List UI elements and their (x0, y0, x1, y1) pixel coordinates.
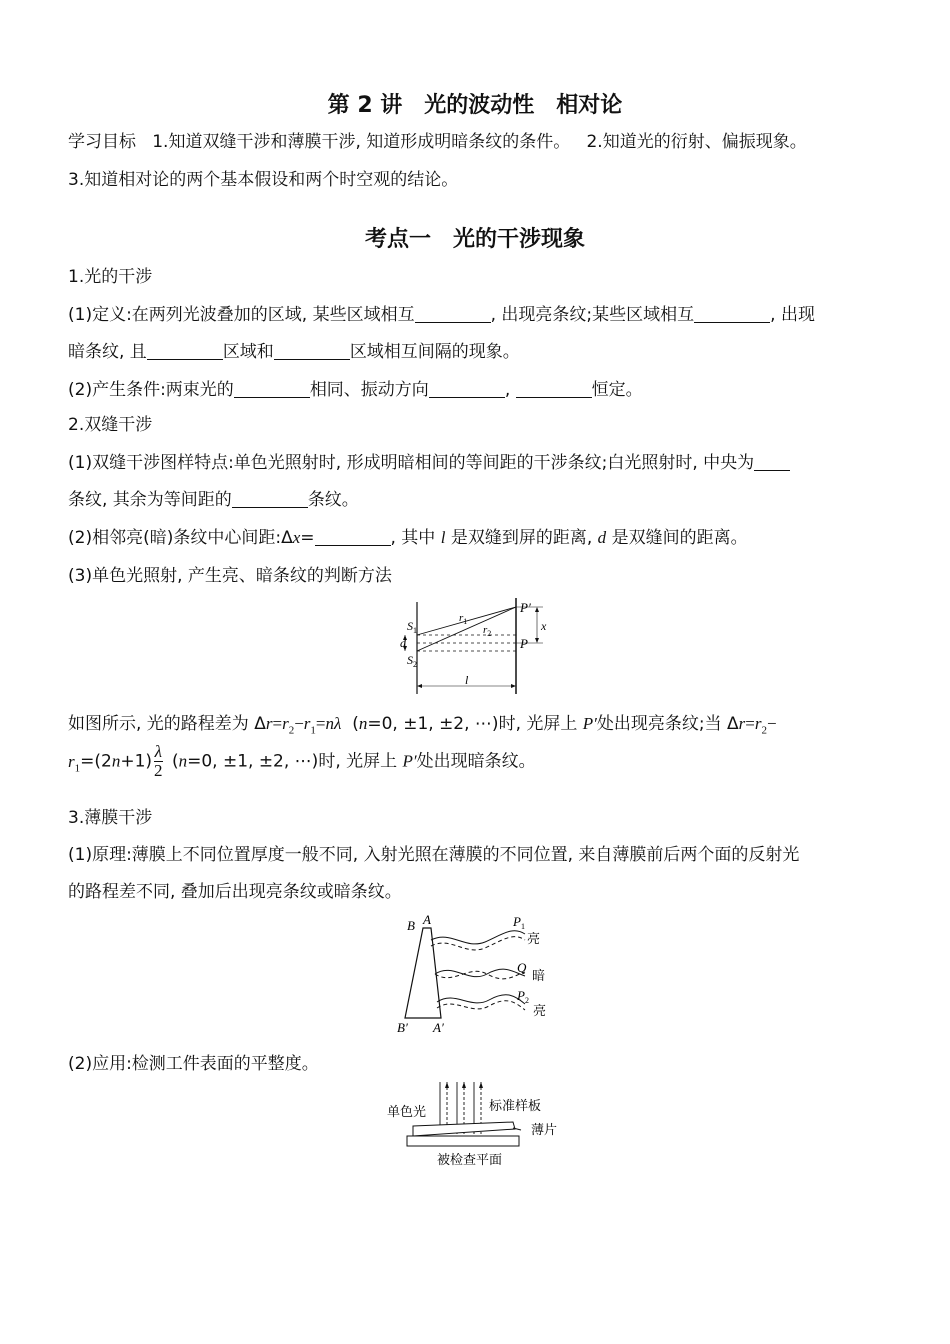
wave (431, 931, 525, 944)
objectives-line-1 (68, 127, 807, 152)
text: 恒定。 (591, 380, 643, 400)
heading-thin-film: 3.薄膜干涉 (68, 808, 153, 828)
text: 区域相互间隔的现象。 (349, 342, 520, 362)
application-line: (2)应用:检测工件表面的平整度。 (68, 1054, 319, 1074)
text: 条纹。 (307, 490, 359, 510)
text: = (300, 528, 315, 548)
section-title: 考点一 光的干涉现象 (364, 227, 585, 252)
label-monochromatic: 单色光 (387, 1104, 427, 1119)
text: 暗条纹, 且 (68, 342, 147, 362)
wave (437, 995, 525, 1004)
blank (147, 342, 223, 360)
label-b-prime: B′ (397, 1020, 408, 1035)
blank (429, 380, 505, 398)
label-p: P (520, 636, 528, 651)
spacing-line (68, 523, 748, 548)
definition-line-1 (68, 300, 815, 325)
wave (435, 969, 525, 977)
wave-dashed (437, 1001, 525, 1010)
blank (754, 453, 790, 471)
text: 条纹, 其余为等间距的 (68, 490, 232, 510)
text: , (504, 380, 511, 400)
text: ( (352, 714, 359, 734)
blank (232, 490, 308, 508)
thin-film-line-1: (1)原理:薄膜上不同位置厚度一般不同, 入射光照在薄膜的不同位置, 来自薄膜前后两个面的反射光 (68, 845, 800, 865)
label-b: B (407, 918, 415, 933)
text: (1)定义:在两列光波叠加的区域, 某些区域相互 (68, 305, 415, 325)
text: , 出现 (770, 305, 815, 325)
objective-1: 1.知道双缝干涉和薄膜干涉, 知道形成明暗条纹的条件。 (152, 132, 571, 152)
lambda-over-2: $\frac{\lambda}{2}$ (154, 742, 163, 780)
thin-film-diagram (395, 912, 555, 1037)
condition-line (68, 375, 643, 400)
label-s2: $S_2$ (407, 653, 417, 669)
text: 是双缝到屏的距离, (450, 528, 593, 548)
blank (415, 305, 491, 323)
arrowhead (535, 607, 539, 612)
double-slit-line-2 (68, 485, 359, 510)
text: =(2 (80, 751, 112, 772)
label-l: l (465, 673, 469, 687)
label-q: Q (517, 960, 527, 975)
label-dark: 暗 (532, 968, 546, 983)
text: , 出现亮条纹;某些区域相互 (490, 305, 695, 325)
wedge-film (405, 928, 441, 1018)
text: 区域和 (222, 342, 274, 362)
label-p2: $P_2$ (517, 988, 529, 1005)
label-thin-film: 薄片 (531, 1122, 558, 1137)
text: 处出现亮条纹;当 Δ (596, 714, 739, 734)
label-bright-1: 亮 (527, 931, 541, 946)
ray-r2 (417, 607, 516, 651)
heading-double-slit: 2.双缝干涉 (68, 415, 153, 435)
thin-film-line-2: 的路程差不同, 叠加后出现亮条纹或暗条纹。 (68, 882, 402, 902)
label-s1: $S_1$ (407, 619, 417, 635)
double-slit-diagram (395, 594, 555, 694)
text: 如图所示, 光的路程差为 Δ (68, 714, 266, 734)
label-r1: $r_1$ (459, 612, 468, 626)
label-p1: $P_1$ (513, 914, 525, 931)
text: 处出现暗条纹。 (416, 751, 536, 772)
arrowhead (462, 1082, 466, 1088)
text: (2)产生条件:两束光的 (68, 380, 234, 400)
arrowhead (535, 638, 539, 643)
text: (1)双缝干涉图样特点:单色光照射时, 形成明暗相间的等间距的干涉条纹;白光照射时, 中央为 (68, 453, 755, 473)
judge-heading: (3)单色光照射, 产生亮、暗条纹的判断方法 (68, 566, 392, 586)
formula: $r=r_2-r_1=n\lambda$ (265, 714, 342, 737)
flatness-test-diagram (385, 1078, 570, 1173)
label-a-prime: A′ (433, 1020, 444, 1035)
double-slit-line-1 (68, 448, 790, 473)
blank (315, 528, 391, 546)
label-a: A (423, 912, 431, 927)
var-l: l (440, 528, 446, 547)
text: (2)相邻亮(暗)条纹中心间距:Δ (68, 528, 293, 548)
blank (274, 342, 350, 360)
objectives-label: 学习目标 (68, 132, 136, 152)
label-r2: $r_2$ (483, 624, 492, 638)
label-test-plane: 被检查平面 (437, 1152, 503, 1167)
text: ( (171, 751, 179, 772)
text: 是双缝间的距离。 (611, 528, 748, 548)
lesson-title: 第 2 讲 光的波动性 相对论 (327, 93, 623, 118)
objective-3: 3.知道相对论的两个基本假设和两个时空观的结论。 (68, 170, 459, 190)
label-standard-plate: 标准样板 (489, 1098, 542, 1113)
text: +1) (120, 751, 153, 772)
text: =0, ±1, ±2, ⋯)时, 光屏上 (367, 714, 578, 734)
path-difference-line-2: $r_1=(2n+1)$ $\frac{\lambda}{2}$ (n=0, ±1, ±2, ⋯)时, 光屏上 P′处出现暗条纹。 (68, 742, 536, 780)
label-x: x (541, 619, 547, 633)
var-d: d (597, 528, 607, 547)
wave-dashed (435, 971, 525, 979)
definition-line-2 (68, 337, 520, 362)
arrowhead (445, 1082, 449, 1088)
blank (234, 380, 310, 398)
label-p-prime: P′ (520, 600, 531, 615)
objective-2: 2.知道光的衍射、偏振现象。 (586, 132, 807, 152)
blank (516, 380, 592, 398)
arrowhead (479, 1082, 483, 1088)
arrowhead (417, 684, 422, 688)
heading-interference: 1.光的干涉 (68, 267, 153, 287)
test-surface (407, 1136, 519, 1146)
text: , 其中 (390, 528, 436, 548)
path-difference-line-1: 如图所示, 光的路程差为 $\Delta r=r_2-r_1=n\lambda$ (n=0, ±1, ±2, ⋯)时, 光屏上 P′处出现亮条纹;当 $\Delta r=r_2-$ (68, 714, 777, 737)
label-d: d (400, 636, 406, 650)
text: 相同、振动方向 (309, 380, 429, 400)
var-x: x (292, 528, 301, 547)
blank (694, 305, 770, 323)
text: =0, ±1, ±2, ⋯)时, 光屏上 (187, 751, 398, 772)
label-bright-2: 亮 (533, 1003, 547, 1018)
